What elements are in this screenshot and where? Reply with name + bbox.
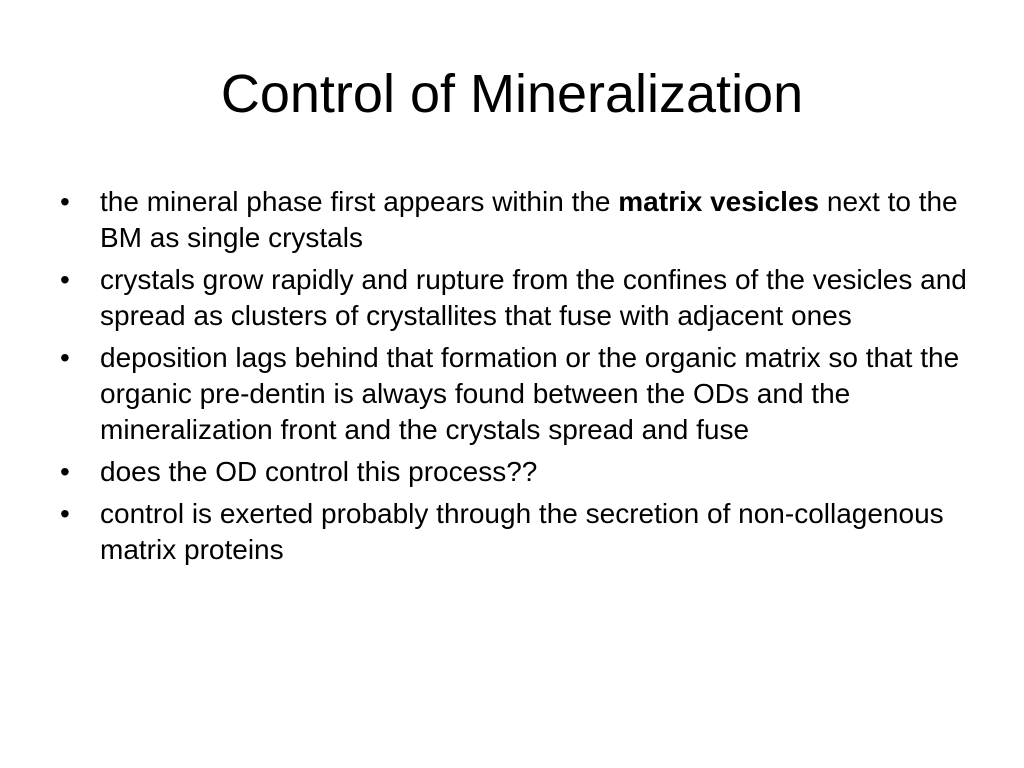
bold-term: matrix vesicles: [618, 186, 820, 217]
bullet-text: control is exerted probably through the secretion of non-collagenous matrix proteins: [100, 498, 944, 565]
bullet-list: [60, 184, 970, 574]
bullet-text: does the OD control this process??: [100, 456, 538, 487]
bullet-item: [60, 184, 970, 256]
bullet-text-segment: next to the BM as single crystals: [100, 186, 958, 253]
bullet-text-segment: the mineral phase first appears within the: [100, 186, 619, 217]
bullet-marker: •: [60, 186, 70, 217]
bullet-marker: •: [60, 498, 70, 529]
bullet-text: [100, 186, 958, 253]
bullet-marker: •: [60, 264, 70, 295]
bullet-item: [60, 262, 970, 334]
bullet-item: [60, 496, 970, 568]
bullet-marker: •: [60, 342, 70, 373]
bullet-text: deposition lags behind that formation or the organic matrix so that the organic pre-dentin is always found between the ODs and the mineralization front and the crystals spread and fuse: [100, 342, 960, 445]
bullet-item: [60, 340, 970, 448]
bullet-marker: •: [60, 456, 70, 487]
slide-title: Control of Mineralization: [220, 64, 804, 124]
bullet-text: crystals grow rapidly and rupture from the confines of the vesicles and spread as clusters of crystallites that fuse with adjacent ones: [100, 264, 967, 331]
bullet-item: [60, 454, 970, 490]
